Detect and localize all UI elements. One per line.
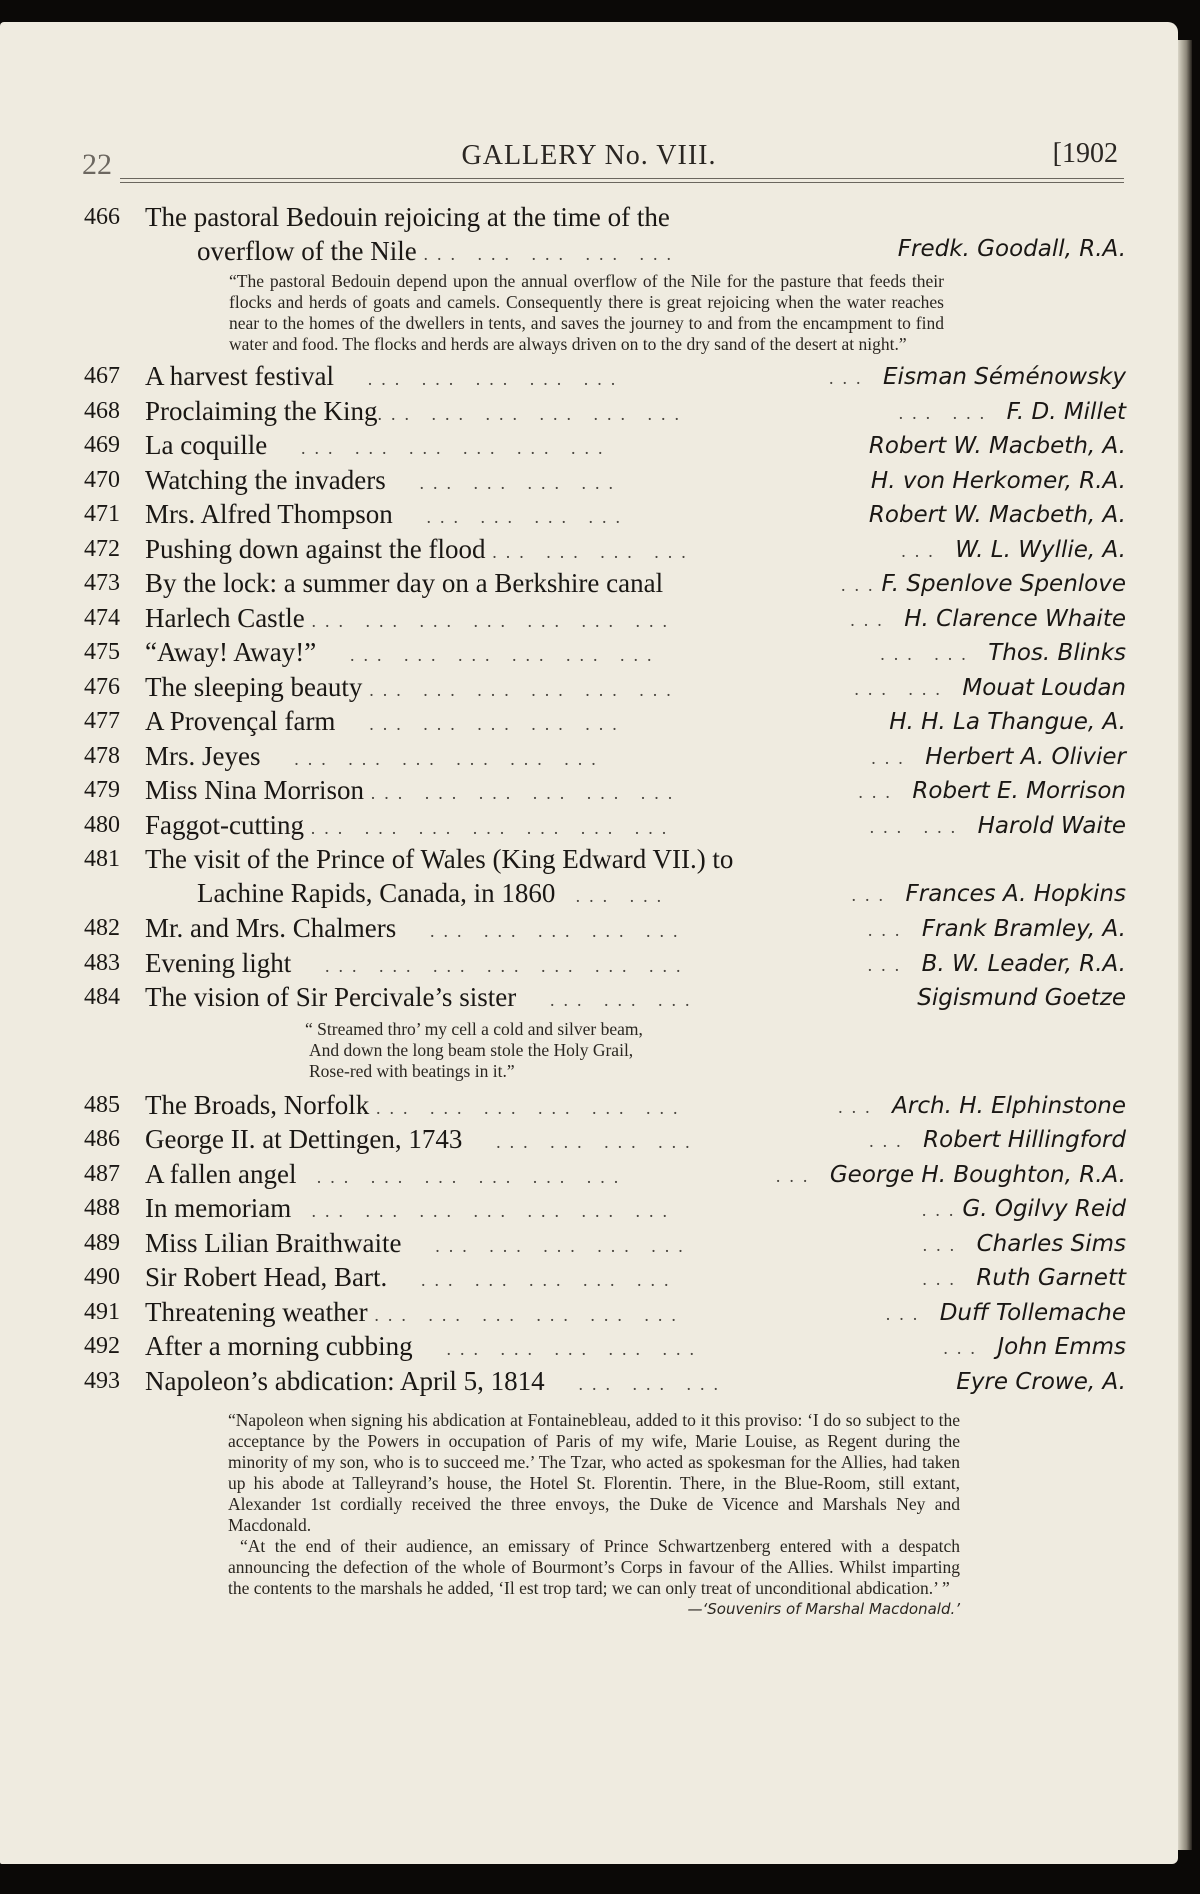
catalogue-entry (0, 1124, 1178, 1159)
entry-number: 480 (84, 811, 120, 838)
entry-number: 476 (84, 673, 120, 700)
entry-number: 475 (84, 639, 120, 665)
catalogue-entry (0, 1159, 1178, 1194)
entry-artist: ... Frances A. Hopkins (851, 881, 1126, 907)
entry-artist: ...G. Ogilvy Reid (921, 1196, 1126, 1222)
entry-title: George II. at Dettingen, 1743 ... ... ... ... (145, 1124, 699, 1154)
entry-number: 484 (84, 984, 120, 1010)
header-rule-inner (120, 182, 1124, 183)
entry-number: 468 (84, 397, 120, 424)
entry-title: A fallen angel ... ... ... ... ... ... (145, 1158, 628, 1189)
entry-number: 491 (84, 1298, 120, 1325)
gallery-title: GALLERY No. VIII. (461, 140, 717, 171)
catalogue-entry (0, 982, 1178, 1017)
entry-number: 469 (84, 432, 120, 458)
catalogue-entry (0, 202, 1178, 271)
entry-number: 466 (84, 204, 120, 230)
catalogue-entry (0, 741, 1178, 776)
catalogue-entry (0, 810, 1178, 845)
catalogue-entry (0, 637, 1178, 672)
entry-title: “Away! Away!” ... ... ... ... ... ... (145, 637, 661, 667)
catalogue-entry (0, 603, 1178, 638)
entry-number: 479 (84, 777, 120, 803)
entry-quote (305, 1019, 1178, 1082)
catalogue-entry (0, 1297, 1178, 1332)
entry-title: Threatening weather ... ... ... ... ... ... (145, 1296, 685, 1327)
catalogue-entry (0, 396, 1178, 431)
entry-title: By the lock: a summer day on a Berkshire canal (145, 568, 664, 598)
entry-title: Miss Lilian Braithwaite ... ... ... ... ... (145, 1227, 692, 1258)
entry-artist: ... Robert Hillingford (869, 1127, 1126, 1153)
entry-artist: ... ... F. D. Millet (898, 398, 1126, 425)
entry-number: 486 (84, 1126, 120, 1152)
catalogue-entry (0, 1262, 1178, 1297)
catalogue-entry (0, 361, 1178, 396)
entry-artist: H. H. La Thangue, A. (889, 709, 1126, 735)
entry-artist: Robert W. Macbeth, A. (868, 433, 1126, 459)
entry-number: 492 (84, 1333, 120, 1359)
entry-number: 471 (84, 501, 120, 527)
entry-title: The sleeping beauty ... ... ... ... ... ... (145, 671, 680, 702)
quote-source: —‘Souvenirs of Marshal Macdonald.’ (687, 1600, 960, 1618)
catalogue-entry (0, 844, 1178, 913)
entry-artist: ... ... Harold Waite (869, 812, 1126, 839)
catalogue-entry (0, 1090, 1178, 1125)
entry-artist: ... Herbert A. Olivier (871, 743, 1126, 770)
catalogue-entry (0, 706, 1178, 741)
catalogue-entry (0, 672, 1178, 707)
entry-title: Mr. and Mrs. Chalmers ... ... ... ... ... (145, 913, 687, 943)
entry-quote (228, 1410, 960, 1620)
page-number: 22 (82, 148, 112, 181)
entry-title: Napoleon’s abdication: April 5, 1814 ... ... ... (145, 1365, 727, 1396)
catalogue-entry (0, 499, 1178, 534)
entry-number: 483 (84, 949, 120, 976)
entry-number: 478 (84, 742, 120, 769)
entry-title: The pastoral Bedouin rejoicing at the time of the (145, 202, 670, 232)
entry-artist: ... ... Thos. Blinks (880, 640, 1126, 666)
entry-title: Miss Nina Morrison ... ... ... ... ... ... (145, 775, 682, 805)
entry-artist: ... H. Clarence Whaite (850, 605, 1126, 632)
verse-line: “ Streamed thro’ my cell a cold and silver beam, (305, 1018, 643, 1039)
entry-artist: ...F. Spenlove Spenlove (841, 571, 1126, 597)
header-rule (120, 178, 1124, 179)
catalogue-entry (0, 775, 1178, 810)
entry-quote: “The pastoral Bedouin depend upon the annual overflow of the Nile for the pasture that feeds their flocks and herds of goats and camels. Consequently there is great rejoicing when the water reaches near to the homes of the dwellers in tents, and saves the journey to and from the encampment to find water and food. The flocks and herds are always driven on to the dry sand of the desert at night.” (229, 271, 944, 354)
entry-title: Faggot-cutting ... ... ... ... ... ... ... (145, 809, 676, 840)
entry-title: The vision of Sir Percivale’s sister ... ... ... (145, 982, 699, 1012)
catalogue-entry (0, 430, 1178, 465)
entry-artist: Eyre Crowe, A. (956, 1368, 1126, 1395)
catalogue-entry (0, 465, 1178, 500)
entry-artist: Fredk. Goodall, R.A. (897, 236, 1126, 262)
entry-artist: ... Duff Tollemache (885, 1299, 1126, 1326)
entry-title: In memoriam ... ... ... ... ... ... ... (145, 1193, 676, 1223)
entry-number: 485 (84, 1091, 120, 1118)
entry-number: 490 (84, 1264, 120, 1290)
entry-artist: ... Robert E. Morrison (858, 778, 1126, 804)
entry-title: Sir Robert Head, Bart. ... ... ... ... ... (145, 1262, 678, 1292)
entry-artist: ... Frank Bramley, A. (867, 916, 1126, 942)
entry-number: 489 (84, 1229, 120, 1256)
entry-artist: ... Ruth Garnett (922, 1265, 1126, 1291)
entry-title: Mrs. Alfred Thompson ... ... ... ... (145, 499, 629, 529)
entry-title-continued: Lachine Rapids, Canada, in 1860 ... ... (197, 878, 671, 908)
entry-title: Pushing down against the flood ... ... ... ... (145, 533, 695, 564)
entry-artist: ... W. L. Wyllie, A. (901, 536, 1126, 563)
entry-artist: ... B. W. Leader, R.A. (867, 950, 1126, 977)
entry-number: 488 (84, 1195, 120, 1221)
entry-title: La coquille ... ... ... ... ... ... (145, 430, 612, 460)
catalogue-list (0, 202, 1178, 1620)
catalogue-entry (0, 1193, 1178, 1228)
catalogue-entry (0, 1228, 1178, 1263)
entry-number: 474 (84, 604, 120, 631)
entry-artist: H. von Herkomer, R.A. (870, 467, 1126, 494)
entry-title: Watching the invaders ... ... ... ... (145, 464, 622, 495)
entry-artist: ... Eisman Séménowsky (829, 364, 1126, 390)
page-header (0, 134, 1178, 181)
catalogue-entry (0, 568, 1178, 603)
entry-artist: ... George H. Boughton, R.A. (775, 1161, 1126, 1188)
entry-artist: ... Arch. H. Elphinstone (838, 1092, 1126, 1119)
entry-number: 472 (84, 535, 120, 562)
entry-title: Harlech Castle ... ... ... ... ... ... ... (145, 602, 676, 633)
verse-line: Rose-red with beatings in it.” (309, 1060, 515, 1081)
verse-line: And down the long beam stole the Holy Grail, (309, 1039, 634, 1060)
entry-artist: ... Charles Sims (922, 1230, 1126, 1257)
catalogue-entry (0, 948, 1178, 983)
entry-artist: Sigismund Goetze (917, 985, 1126, 1011)
entry-title: A harvest festival ... ... ... ... ... (145, 361, 625, 391)
entry-title: Mrs. Jeyes ... ... ... ... ... ... (145, 740, 605, 771)
catalogue-entry (0, 1331, 1178, 1366)
entry-artist: Robert W. Macbeth, A. (868, 502, 1126, 528)
entry-artist: ... John Emms (943, 1334, 1126, 1360)
entry-artist: ... ... Mouat Loudan (854, 674, 1126, 701)
catalogue-year: [1902 (1052, 138, 1118, 169)
entry-number: 473 (84, 570, 120, 596)
entry-title: After a morning cubbing ... ... ... ... ... (145, 1331, 703, 1361)
entry-title: Proclaiming the King... ... ... ... ... ... (145, 395, 688, 426)
entry-number: 477 (84, 708, 120, 734)
catalogue-entry (0, 534, 1178, 569)
catalogue-page (0, 22, 1178, 1864)
catalogue-entry (0, 913, 1178, 948)
entry-title: A Provençal farm ... ... ... ... ... (145, 706, 626, 736)
entry-title: The visit of the Prince of Wales (King Edward VII.) to (145, 844, 734, 874)
quote-paragraph: “Napoleon when signing his abdication at Fontainebleau, added to it this proviso: ‘I do so subject to the acceptance by the Powers in occupation of Paris of my wife, Marie Louise, as Regent during the minority of my son, who is to succeed me.’ The Tzar, who acted as spokesman for the Allies, had taken up his abode at Talleyrand’s house, the Hotel St. Florentin. There, in the Blue-Room, still extant, Alexander 1st cordially received the three envoys, the Duke de Vicence and Marshals Ney and Macdonald. (228, 1410, 960, 1535)
entry-number: 481 (84, 846, 120, 872)
entry-title: The Broads, Norfolk ... ... ... ... ... ... (145, 1089, 687, 1120)
entry-number: 493 (84, 1367, 120, 1394)
entry-number: 482 (84, 915, 120, 941)
entry-title-continued: overflow of the Nile ... ... ... ... ... (197, 236, 680, 266)
entry-title: Evening light ... ... ... ... ... ... ... (145, 947, 690, 978)
entry-number: 470 (84, 466, 120, 493)
entry-number: 487 (84, 1160, 120, 1187)
entry-number: 467 (84, 363, 120, 389)
catalogue-entry (0, 1366, 1178, 1401)
quote-paragraph: “At the end of their audience, an emissary of Prince Schwartzenberg entered with a despatch announcing the defection of the whole of Bourmont’s Corps in favour of the Allies. Whilst imparting the contents to the marshals he added, ‘Il est trop tard; we can only treat of unconditional abdication.’ ” (228, 1536, 960, 1598)
